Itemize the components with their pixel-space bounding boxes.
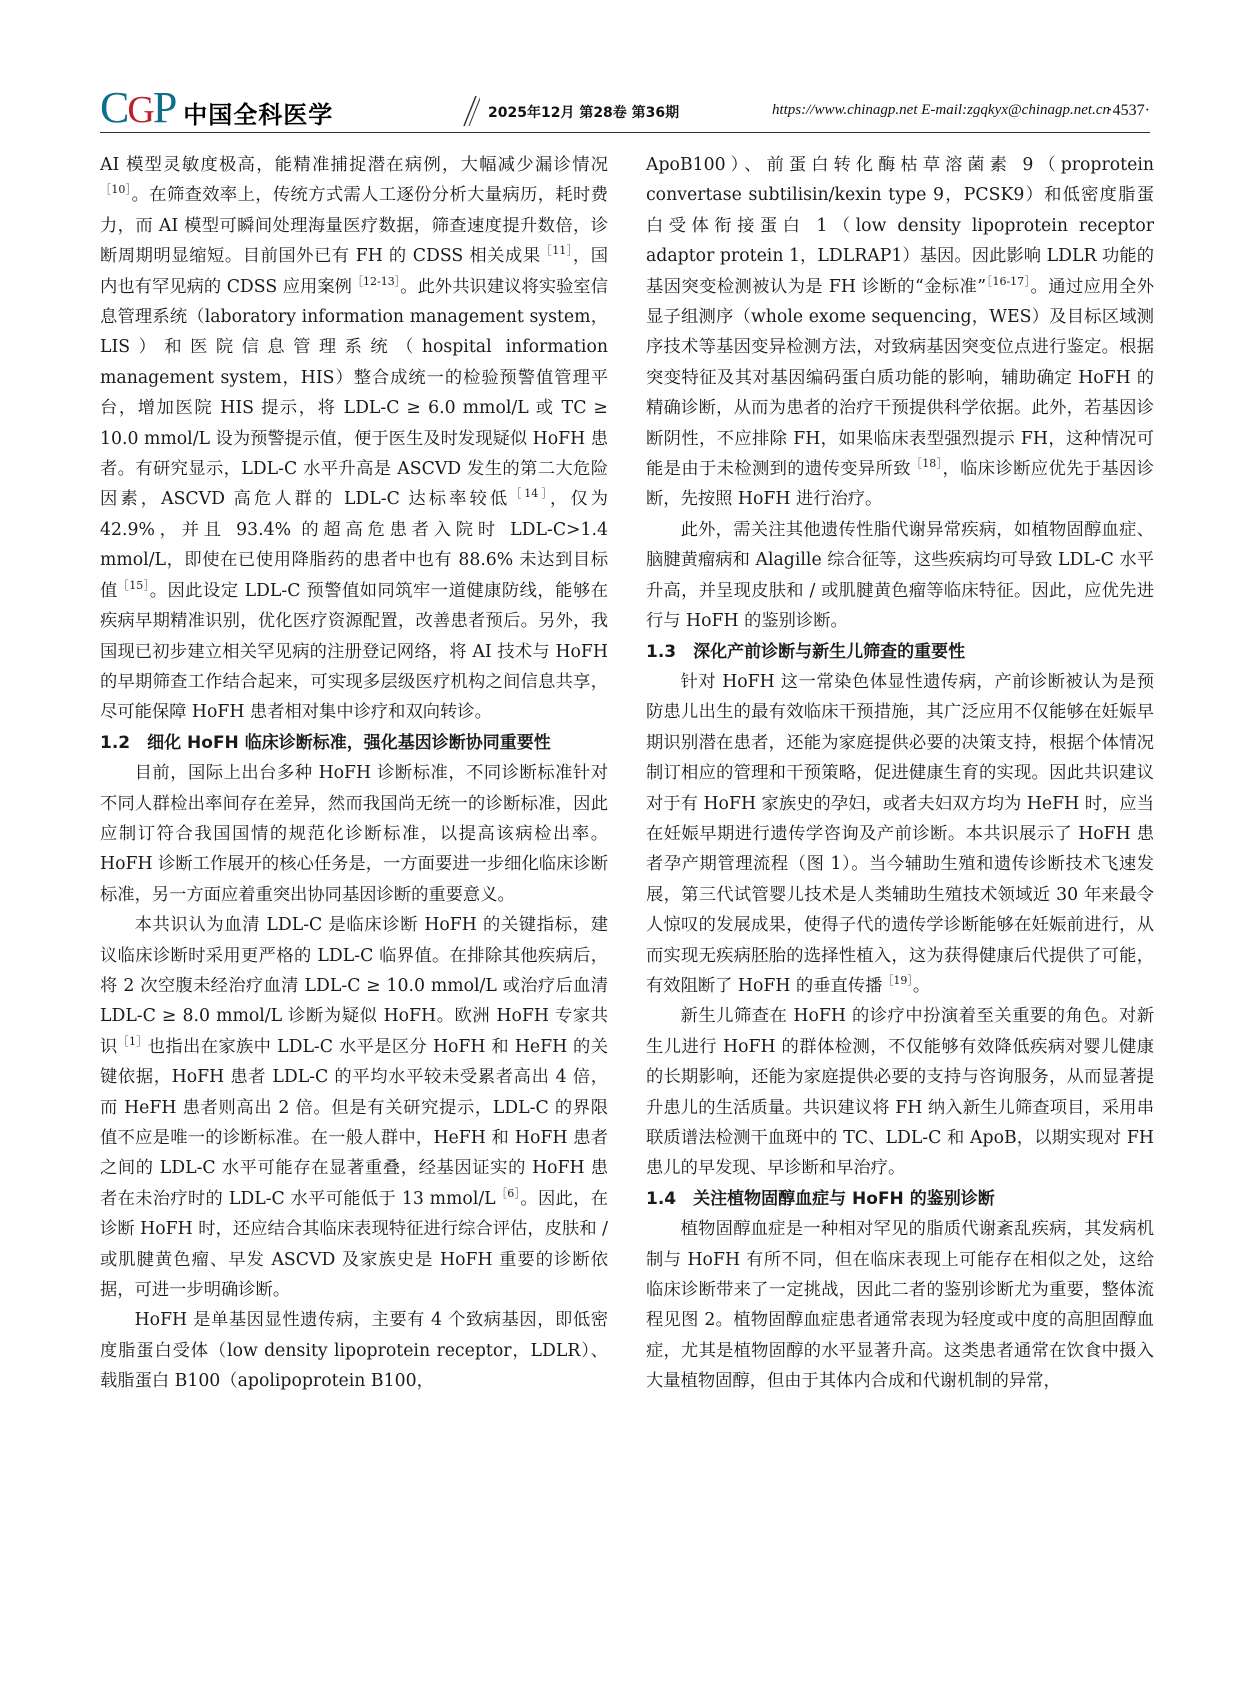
text-run: ，仅为 42.9%，并且 93.4% 的超高危患者入院时 LDL-C>1.4 mmol/L，即使在已使用降脂药的患者中也有 88.6% 未达到目标值: [100, 489, 608, 601]
citation: ［18］: [910, 457, 943, 471]
paragraph: 植物固醇血症是一种相对罕见的脂质代谢紊乱疾病，其发病机制与 HoFH 有所不同，但在临床表现上可能存在相似之处，这给临床诊断带来了一定挑战，因此二者的鉴别诊断尤为重要，整体流程见图 2。植物固醇血症患者通常表现为轻度或中度的高胆固醇血症，尤其是植物固醇的水平显著升高。这类患者通常在饮食中摄入大量植物固醇，但由于其体内合成和代谢机制的异常，: [646, 1219, 1154, 1392]
text-run: 。此外共识建议将实验室信息管理系统（laboratory information management system，LIS）和医院信息管理系统（hospital information management system，HIS）整合成统一的检验预警值管理平台，增加医院 HIS 提示，将 LDL-C ≥ 6.0 mmol/L 或 TC ≥ 10.0 mmol/L 设为预警提示值，便于医生及时发现疑似 HoFH 患者。有研究显示，LDL-C 水平升高是 ASCVD 发生的第二大危险因素，ASCVD 高危人群的 LDL-C 达标率较低: [100, 276, 608, 510]
journal-logo: [100, 83, 334, 132]
page-number: ·4537·: [1107, 102, 1150, 119]
text-run: 。因此，在诊断 HoFH 时，还应结合其临床表现特征进行综合评估，皮肤和 / 或肌腱黄色瘤、早发 ASCVD 及家族史是 HoFH 重要的诊断依据，可进一步明确诊断。: [100, 1188, 608, 1301]
text-run: 也指出在家族中 LDL-C 水平是区分 HoFH 和 HeFH 的关键依据，HoFH 患者 LDL-C 的平均水平较未受累者高出 4 倍，而 HeFH 患者则高出 2 倍。但是有关研究提示，LDL-C 的界限值不应是唯一的诊断标准。在一般人群中，HeFH 和 HoFH 患者之间的 LDL-C 水平可能存在显著重叠，经基因证实的 HoFH 患者在未治疗时的 LDL-C 水平可能低于 13 mmol/L: [100, 1036, 608, 1209]
paragraph: 目前，国际上出台多种 HoFH 诊断标准，不同诊断标准针对不同人群检出率间存在差异，然而我国尚无统一的诊断标准，因此应制订符合我国国情的规范化诊断标准，以提高该病检出率。HoFH 诊断工作展开的核心任务是，一方面要进一步细化临床诊断标准，另一方面应着重突出协同基因诊断的重要意义。: [100, 763, 608, 905]
text-run: AI 模型灵敏度极高，能精准捕捉潜在病例，大幅减少漏诊情况: [100, 155, 608, 175]
section-heading-1-4: 1.4 关注植物固醇血症与 HoFH 的鉴别诊断: [646, 1188, 995, 1209]
text-run: 。通过应用全外显子组测序（whole exome sequencing，WES）及目标区域测序技术等基因变异检测方法，对致病基因突变位点进行鉴定。根据突变特征及其对基因编码蛋白质功能的影响，辅助确定 HoFH 的精确诊断，从而为患者的治疗干预提供科学依据。此外，若基因诊断阴性，不应排除 FH，如果临床表型强烈提示 FH，这种情况可能是由于未检测到的遗传变异所致: [646, 276, 1154, 480]
citation: ［12-13］: [351, 274, 401, 288]
citation: ［1］: [117, 1035, 148, 1049]
contact-info: https://www.chinagp.net E-mail:zgqkyx@chinagp.net.cn: [771, 102, 1110, 118]
page-header: [100, 83, 1150, 138]
citation: ［6］: [495, 1187, 521, 1201]
citation: ［15］: [117, 578, 150, 592]
text-run: 。因此设定 LDL-C 预警值如同筑牢一道健康防线，能够在疾病早期精准识别，优化医疗资源配置，改善患者预后。另外，我国现已初步建立相关罕见病的注册登记网络，将 AI 技术与 HoFH 的早期筛查工作结合起来，可实现多层级医疗机构之间信息共享，尽可能保障 HoFH 患者相对集中诊疗和双向转诊。: [100, 580, 609, 723]
section-heading-1-2: 1.2 细化 HoFH 临床诊断标准，强化基因诊断协同重要性: [100, 732, 551, 753]
paragraph: HoFH 是单基因显性遗传病，主要有 4 个致病基因，即低密度脂蛋白受体（low density lipoprotein receptor，LDLR）、载脂蛋白 B100（apolipoprotein B100，: [100, 1310, 608, 1392]
text-run: 针对 HoFH 这一常染色体显性遗传病，产前诊断被认为是预防患儿出生的最有效临床干预措施，其广泛应用不仅能够在妊娠早期识别潜在患者，还能为家庭提供必要的决策支持，根据个体情况制订相应的管理和干预策略，促进健康生育的实现。因此共识建议对于有 HoFH 家族史的孕妇，或者夫妇双方均为 HeFH 时，应当在妊娠早期进行遗传学咨询及产前诊断。本共识展示了 HoFH 患者孕产期管理流程（图 1）。当今辅助生殖和遗传诊断技术飞速发展，第三代试管婴儿技术是人类辅助生殖技术领域近 30 年来最令人惊叹的发展成果，使得子代的遗传学诊断能够在妊娠前进行，从而实现无疾病胚胎的选择性植入，这为获得健康后代提供了可能，有效阻断了 HoFH 的垂直传播: [646, 671, 1154, 996]
paragraph: [646, 150, 1154, 515]
citation: ［14］: [510, 487, 550, 501]
paragraph: 新生儿筛查在 HoFH 的诊疗中扮演着至关重要的角色。对新生儿进行 HoFH 的群体检测，不仅能够有效降低疾病对婴儿健康的长期影响，还能为家庭提供必要的支持与咨询服务，从而显著提升患儿的生活质量。共识建议将 FH 纳入新生儿筛查项目，采用串联质谱法检测干血斑中的 TC、LDL-C 和 ApoB，以期实现对 FH 患儿的早发现、早诊断和早治疗。: [646, 1006, 1154, 1179]
paragraph: [100, 150, 608, 728]
paragraph: [100, 910, 608, 1305]
left-column: [100, 150, 608, 1397]
citation: ［10］: [100, 183, 132, 197]
paragraph: [646, 667, 1154, 1001]
citation: ［16-17］: [986, 274, 1031, 288]
text-run: ，临床诊断应优先于基因诊断，先按照 HoFH 进行治疗。: [646, 459, 1154, 510]
citation: ［11］: [540, 244, 573, 258]
issue-info: 2025年12月 第28卷 第36期: [488, 105, 680, 121]
divider-slash-icon: [460, 94, 480, 128]
paragraph: 此外，需关注其他遗传性脂代谢异常疾病，如植物固醇血症、脑腱黄瘤病和 Alagille 综合征等，这些疾病均可导致 LDL-C 水平升高，并呈现皮肤和 / 或肌腱黄色瘤等临床特征。因此，应优先进行与 HoFH 的鉴别诊断。: [646, 519, 1154, 632]
text-run: 。在筛查效率上，传统方式需人工逐份分析大量病历，耗时费力，而 AI 模型可瞬间处理海量医疗数据，筛查速度提升数倍，诊断周期明显缩短。目前国外已有 FH 的 CDSS 相关成果: [100, 185, 608, 267]
text-run: ApoB100）、前蛋白转化酶枯草溶菌素 9（proprotein convertase subtilisin/kexin type 9，PCSK9）和低密度脂蛋白受体衔接蛋白 1（low density lipoprotein receptor adaptor protein 1，LDLRAP1）基因。因此影响 LDLR 功能的基因突变检测被认为是 FH 诊断的“金标准”: [646, 155, 1154, 297]
citation: ［19］: [882, 974, 913, 988]
journal-name: 中国全科医学: [183, 101, 334, 129]
section-heading-1-3: 1.3 深化产前诊断与新生儿筛查的重要性: [646, 641, 966, 662]
header-rule: [100, 132, 1150, 133]
text-run: 。: [912, 975, 931, 996]
logo-mark: CGP: [100, 83, 176, 132]
text-run: ，国内也有罕见病的 CDSS 应用案例: [100, 246, 608, 297]
right-column: [646, 150, 1154, 1397]
text-run: 本共识认为血清 LDL-C 是临床诊断 HoFH 的关键指标，建议临床诊断时采用更严格的 LDL-C 临界值。在排除其他疾病后，将 2 次空腹未经治疗血清 LDL-C ≥ 10.0 mmol/L 或治疗后血清 LDL-C ≥ 8.0 mmol/L 诊断为疑似 HoFH。欧洲 HoFH 专家共识: [100, 915, 608, 1057]
